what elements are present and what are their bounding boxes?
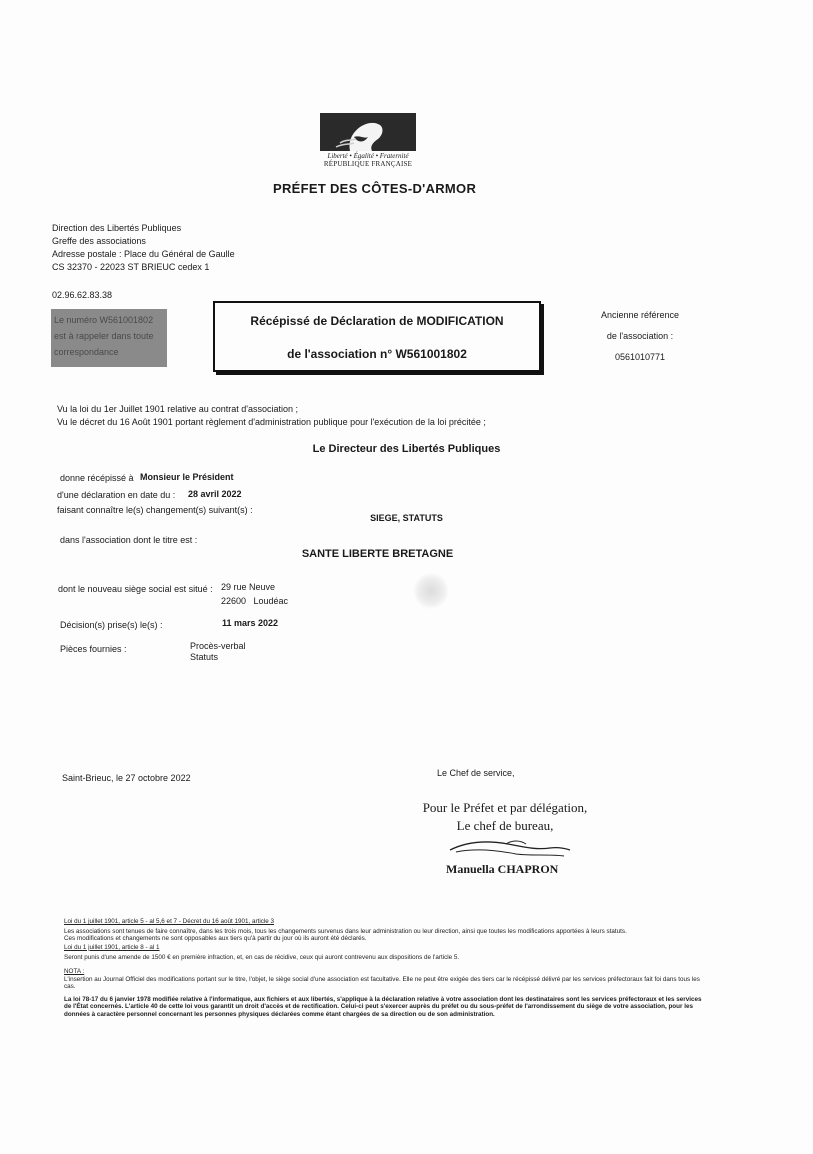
changes-value: SIEGE, STATUTS <box>370 513 443 523</box>
new-seat-street: 29 rue Neuve <box>221 582 276 592</box>
recipient-value: Monsieur le Président <box>140 472 234 482</box>
old-reference-label: Ancienne référence <box>600 310 680 320</box>
sender-line: Greffe des associations <box>52 236 146 246</box>
handwritten-signature <box>446 836 576 860</box>
delegation-line: Pour le Préfet et par délégation, <box>422 800 588 815</box>
sender-line: Direction des Libertés Publiques <box>52 223 182 233</box>
legal-basis <box>57 403 486 429</box>
receipt-association-number: de l'association n° W561001802 <box>287 347 467 361</box>
new-seat-city: 22600 Loudéac <box>221 596 289 606</box>
marianne-emblem <box>320 113 416 151</box>
law-text: Ces modifications et changements ne sont opposables aux tiers qu'à partir du jour où ils auront été déclarés. <box>64 935 367 943</box>
marianne-icon <box>320 113 416 151</box>
law-text: Les associations sont tenues de faire connaître, dans les trois mois, tous les changements survenus dans leur administration ou leur direction, ainsi que toutes les modifications apportées à leurs statuts. <box>64 927 627 935</box>
recipient-label: donne récépissé à <box>60 473 134 483</box>
document-item: Statuts <box>190 652 219 662</box>
declaration-date-label: d'une déclaration en date du : <box>57 490 176 500</box>
decision-date-value: 11 mars 2022 <box>222 618 279 628</box>
sender-line: Adresse postale : Place du Général de Gaulle <box>52 249 235 259</box>
reference-reminder-box <box>51 309 167 367</box>
legal-basis-line: Vu le décret du 16 Août 1901 portant règlement d'administration publique pour l'exécution de la loi précitée ; <box>57 417 486 427</box>
sender-address <box>52 222 235 274</box>
documents-label: Pièces fournies : <box>60 644 127 654</box>
declaration-date-value: 28 avril 2022 <box>188 489 242 499</box>
signatory-name: Manuella CHAPRON <box>446 862 559 876</box>
prefet-title: PRÉFET DES CÔTES-D'ARMOR <box>273 181 477 196</box>
old-reference-label: de l'association : <box>606 331 674 341</box>
receipt-title-box <box>213 301 541 372</box>
republique-logo <box>318 113 418 168</box>
place-and-date: Saint-Brieuc, le 27 octobre 2022 <box>62 773 191 783</box>
document-item: Procès-verbal <box>190 641 246 651</box>
legal-basis-line: Vu la loi du 1er Juillet 1901 relative au contrat d'association ; <box>57 404 299 414</box>
director-title: Le Directeur des Libertés Publiques <box>312 443 501 455</box>
sender-line: CS 32370 - 22023 ST BRIEUC cedex 1 <box>52 262 210 272</box>
law-reference: Loi du 1 juillet 1901, article 8 - al 1 <box>64 943 160 951</box>
legal-notes <box>64 918 702 1019</box>
nota-title: NOTA : <box>64 967 85 975</box>
scan-smudge <box>414 572 448 610</box>
law-text: Seront punis d'une amende de 1500 € en première infraction, et, en cas de récidive, ceux qui auront contrevenu aux dispositions de l'article 5. <box>64 954 460 962</box>
association-name: SANTE LIBERTE BRETAGNE <box>301 548 454 560</box>
nota-text: L'insertion au Journal Officiel des modifications portant sur le titre, l'objet, le siège social d'une association est facultative. Elle ne peut être exigée des tiers car le récépissé délivré par les services préfectoraux fait foi dans tous les cas. <box>64 975 700 991</box>
privacy-notice: La loi 78-17 du 6 janvier 1978 modifiée relative à l'informatique, aux fichiers et aux libertés, s'applique à la déclaration relative à votre association dont les destinataires sont les services préfectoraux et les services de l'État concernés. L'article 40 de cette loi vous garantit un droit d'accès et de rectification. Celui-ci peut s'exercer auprès du préfet ou du sous-préfet de l'arrondissement du siège de votre association, pour les données à caractère personnel concernant les personnes physiques déclarées comme étant chargées de sa direction ou de son administration. <box>64 995 702 1018</box>
old-reference <box>585 305 695 368</box>
decision-date-label: Décision(s) prise(s) le(s) : <box>60 620 163 630</box>
receipt-title: Récépissé de Déclaration de MODIFICATION <box>250 314 504 328</box>
law-reference: Loi du 1 juillet 1901, article 5 - al 5,6 et 7 - Décret du 16 août 1901, article 3 <box>64 918 275 925</box>
chef-de-service: Le Chef de service, <box>437 768 515 778</box>
reminder-line: Le numéro W561001802 <box>54 315 154 325</box>
reminder-line: est à rappeler dans toute <box>54 331 154 341</box>
office-chief-line: Le chef de bureau, <box>456 818 554 833</box>
old-reference-value: 0561010771 <box>614 352 666 362</box>
new-seat-label: dont le nouveau siège social est situé : <box>58 584 213 594</box>
reminder-line: correspondance <box>54 347 119 357</box>
republic-motto: Liberté • Égalité • Fraternité <box>327 152 409 160</box>
phone-number: 02.96.62.83.38 <box>52 290 113 300</box>
signature-block <box>400 800 610 876</box>
changes-label: faisant connaître le(s) changement(s) suivant(s) : <box>57 505 253 515</box>
republic-name: RÉPUBLIQUE FRANÇAISE <box>323 160 413 168</box>
association-title-label: dans l'association dont le titre est : <box>60 535 198 545</box>
